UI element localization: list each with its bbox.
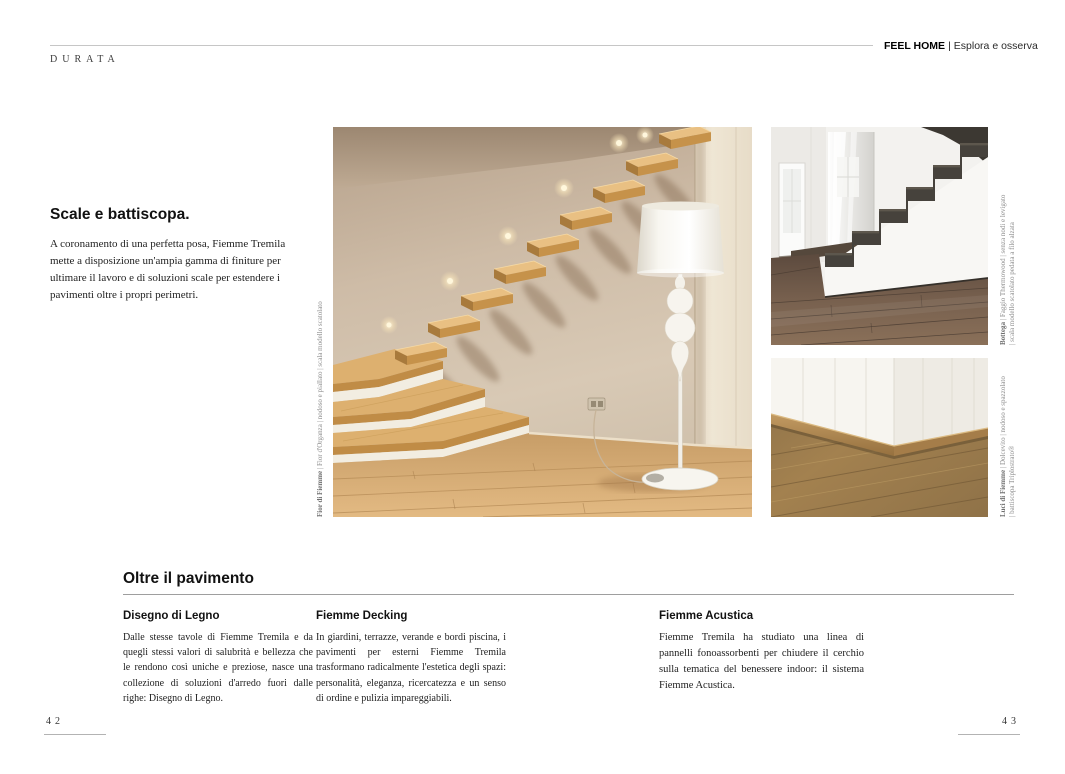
intro-title: Scale e battiscopa. <box>50 206 190 223</box>
column-title: Fiemme Acustica <box>659 610 754 622</box>
caption-detail: | Dolcevito | nodoso e spazzolato <box>999 376 1007 470</box>
column-title: Fiemme Decking <box>316 610 408 622</box>
photo-skirting-detail <box>771 358 988 517</box>
page-number-right-rule <box>958 734 1020 735</box>
section-title: Oltre il pavimento <box>123 570 254 587</box>
caption-bottom-right-photo <box>999 358 1017 517</box>
page-number-left-rule <box>44 734 106 735</box>
caption-main-photo <box>316 127 325 517</box>
chapter-label: DURATA <box>50 54 120 65</box>
column-title: Disegno di Legno <box>123 610 220 622</box>
column-body: In giardini, terrazze, verande e bordi piscina, i pavimenti per esterni Fiemme Tremila trasformano radicalmente l'estetica degli spazi: personalità, eleganza, ricercatezza e un senso di ordine e pulizia impareggiabili. <box>316 632 506 704</box>
photo-floating-stairs <box>333 127 752 517</box>
caption-product-name: Luci di Fiemme <box>999 469 1007 517</box>
caption-line <box>999 358 1008 517</box>
section-rule <box>123 594 1014 595</box>
page-number-right: 43 <box>1002 716 1020 727</box>
caption-product-name: Fior di Fiemme <box>316 470 324 517</box>
column-disegno-di-legno <box>123 610 313 706</box>
header-rule <box>50 45 873 46</box>
column-body: Dalle stesse tavole di Fiemme Tremila e da quegli stessi valori di salubrità e bellezza che le rendono così uniche e preziose, nasce una collezione di soluzioni d'arredo fuori dalle righe: Disegno di Legno. <box>123 632 313 704</box>
column-fiemme-acustica <box>659 610 864 694</box>
header-brand-block <box>884 40 1038 52</box>
skirting-detail-illustration <box>771 358 988 517</box>
caption-line <box>316 127 325 517</box>
dark-staircase-illustration <box>771 127 988 345</box>
caption-line <box>999 127 1008 345</box>
caption-line: | scala modello scatolato pedata a filo alzata <box>1008 222 1016 345</box>
caption-line: | battiscopa Triplostrato® <box>1008 445 1016 517</box>
column-fiemme-decking <box>316 610 506 706</box>
brand-divider: | <box>948 40 951 52</box>
brand-tagline: Esplora e osserva <box>953 40 1038 52</box>
caption-product-name: Bottega <box>999 322 1007 345</box>
caption-detail: | Fior d'Organza | nodoso e piallato | scala modello scatolato <box>316 301 324 471</box>
intro-body: A coronamento di una perfetta posa, Fiemme Tremila mette a disposizione un'ampia gamma di finiture per ultimare il lavoro e di soluzioni scale per estendere i pavimenti oltre i propri perimetri. <box>50 238 286 302</box>
caption-detail: | Faggio Thermowood | senza nodi e levigato <box>999 194 1007 323</box>
brand-name: FEEL HOME <box>884 40 946 52</box>
column-body: Fiemme Tremila ha studiato una linea di pannelli fonoassorbenti per chiudere il cerchio sulla tematica del benessere indoor: il sistema Fiemme Acustica. <box>659 632 864 691</box>
caption-top-right-photo <box>999 127 1017 345</box>
photo-dark-staircase <box>771 127 988 345</box>
floating-stairs-illustration <box>333 127 752 517</box>
page-number-left: 42 <box>46 716 64 727</box>
